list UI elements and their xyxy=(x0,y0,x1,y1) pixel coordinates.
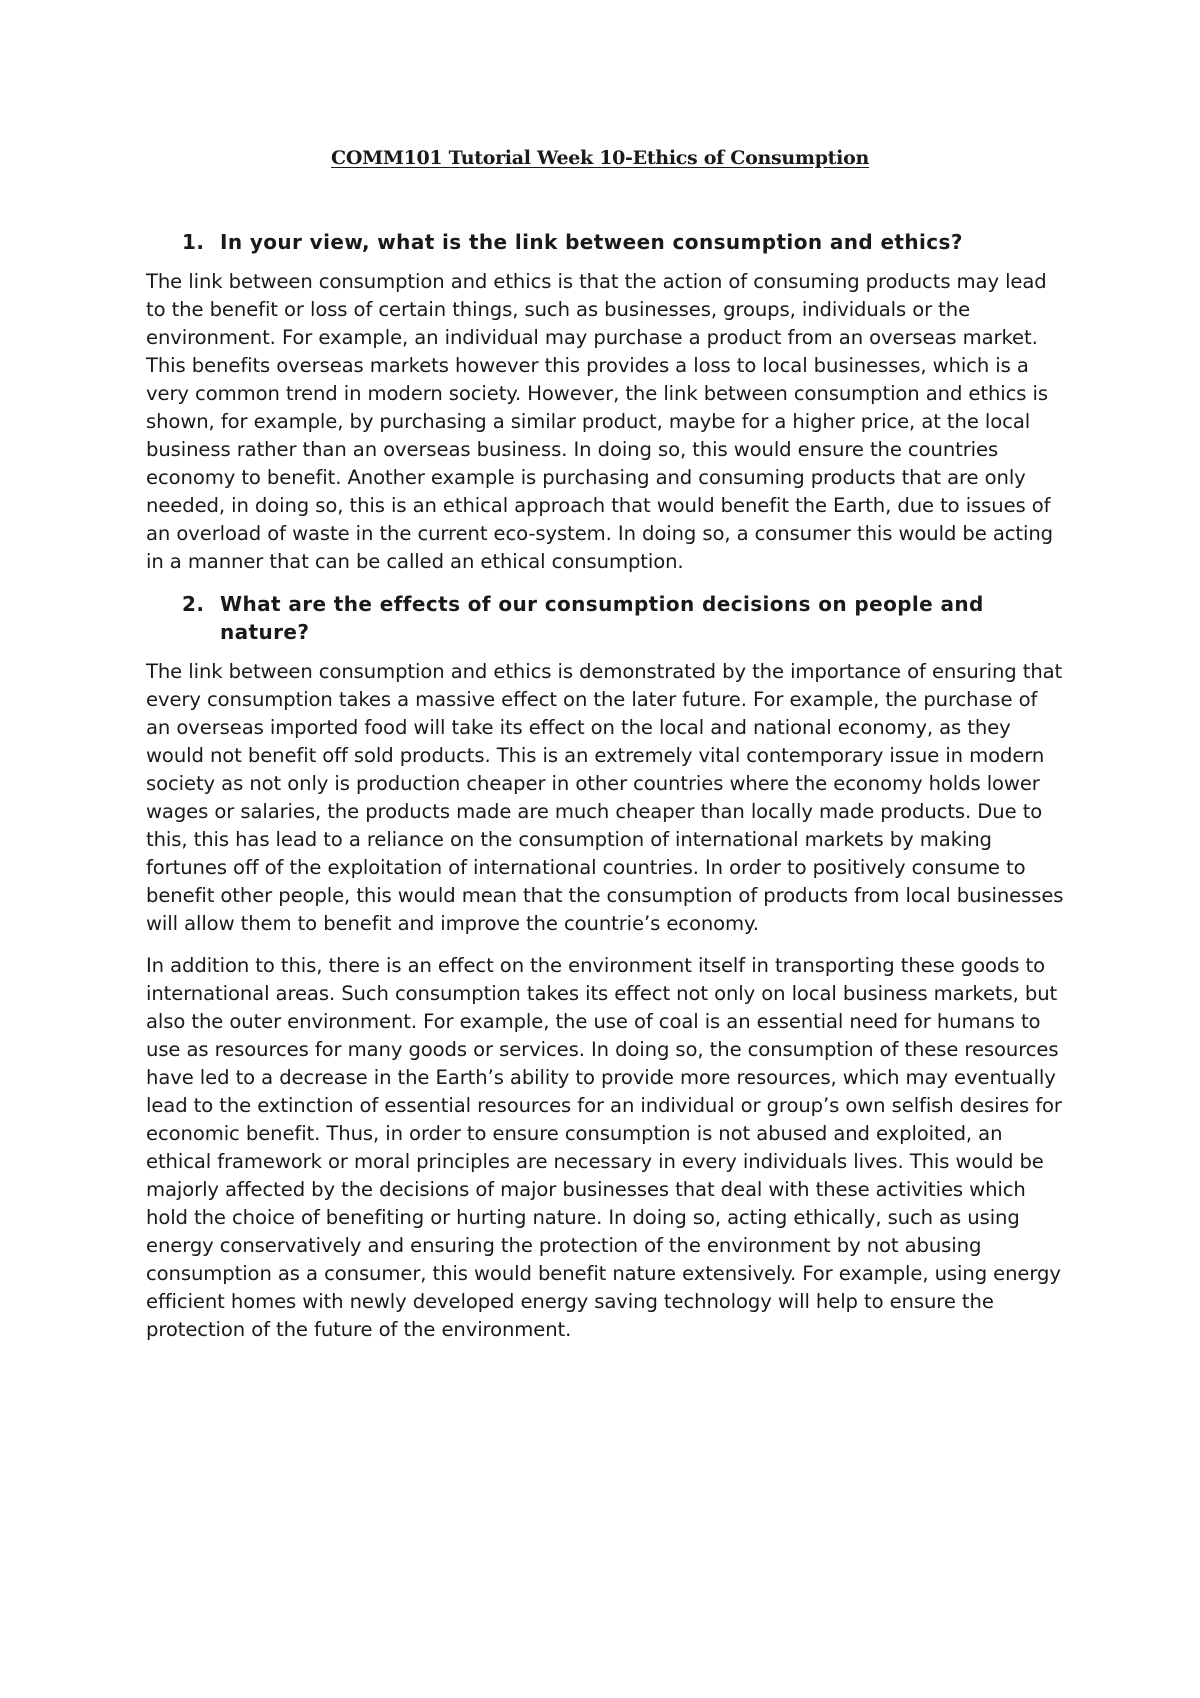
answer-paragraph: The link between consumption and ethics is demonstrated by the importance of ensuring that every consumption takes a massive effect on the later future. For example, the purchase of an overseas imported food will take its effect on the local and national economy, as they would not benefit off sold products. This is an extremely vital contemporary issue in modern society as not only is production cheaper in other countries where the economy holds lower wages or salaries, the products made are much cheaper than locally made products. Due to this, this has lead to a reliance on the consumption of international markets by making fortunes off of the exploitation of international countries. In order to positively consume to benefit other people, this would mean that the consumption of products from local businesses will allow them to benefit and improve the countrie’s economy. xyxy=(146,660,1064,935)
answer-paragraph: The link between consumption and ethics is that the action of consuming products may lead to the benefit or loss of certain things, such as businesses, groups, individuals or the environment. For example, an individual may purchase a product from an overseas market. This benefits overseas markets however this provides a loss to local businesses, which is a very common trend in modern society. However, the link between consumption and ethics is shown, for example, by purchasing a similar product, maybe for a higher price, at the local business rather than an overseas business. In doing so, this would ensure the countries economy to benefit. Another example is purchasing and consuming products that are only needed, in doing so, this is an ethical approach that would benefit the Earth, due to issues of an overload of waste in the current eco-system. In doing so, a consumer this would be acting in a manner that can be called an ethical consumption. xyxy=(146,270,1053,573)
question-text: What are the effects of our consumption decisions on people and nature? xyxy=(220,592,984,644)
document-title: COMM101 Tutorial Week 10-Ethics of Consumption xyxy=(331,147,869,169)
answer-paragraph: In addition to this, there is an effect on the environment itself in transporting these goods to international areas. Such consumption takes its effect not only on local business markets, but also the outer environment. For example, the use of coal is an essential need for humans to use as resources for many goods or services. In doing so, the consumption of these resources have led to a decrease in the Earth’s ability to provide more resources, which may eventually lead to the extinction of essential resources for an individual or group’s own selfish desires for economic benefit. Thus, in order to ensure consumption is not abused and exploited, an ethical framework or moral principles are necessary in every individuals lives. This would be majorly affected by the decisions of major businesses that deal with these activities which hold the choice of benefiting or hurting nature. In doing so, acting ethically, such as using energy conservatively and ensuring the protection of the environment by not abusing consumption as a consumer, this would benefit nature extensively. For example, using energy efficient homes with newly developed energy saving technology will help to ensure the protection of the future of the environment. xyxy=(146,954,1062,1341)
question-number: 2. xyxy=(182,592,205,616)
question-heading xyxy=(146,590,1066,646)
question-heading xyxy=(146,228,1066,256)
question-text: In your view, what is the link between consumption and ethics? xyxy=(220,230,963,254)
document-body xyxy=(146,228,1066,1358)
question-number: 1. xyxy=(182,230,205,254)
